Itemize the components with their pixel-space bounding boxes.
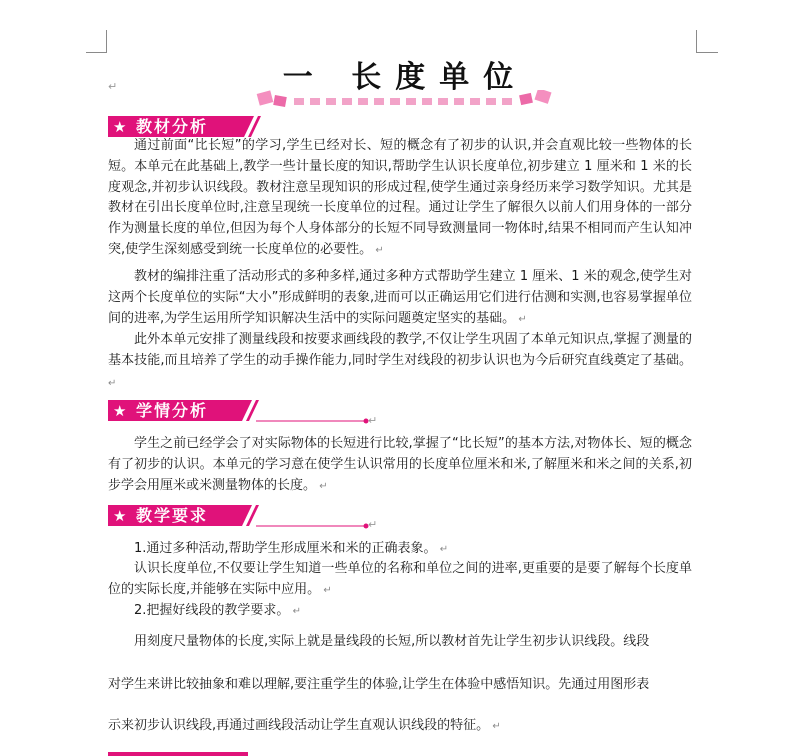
- star-icon: ★: [113, 118, 127, 136]
- crop-mark-top-right-v: [696, 30, 697, 52]
- paragraph-1: 通过前面“比长短”的学习,学生已经对长、短的概念有了初步的认识,并会直观比较一些物体的长短。本单元在此基础上,教学一些计量长度的知识,帮助学生认识长度单位,初步建立 1 厘米和 1 米的长度观念,并初步认识线段。教材注意呈现知识的形成过程,使学生通过亲身经历来学习数学知识。尤其是教材在引出长度单位时,注意呈现统一长度单位的过程。通过让学生了解很久以前人们用身体的一部分作为测量长度的单位,但因为每个人身体部分的长短不同导致测量同一物体时,结果不相同而产生认知冲突,使学生深刻感受到统一长度单位的必要性。 ↵: [108, 136, 692, 262]
- section-heading-teaching-requirements: [108, 505, 388, 527]
- section-heading-text: 教学要求: [136, 506, 209, 525]
- spaced-line-1: 用刻度尺量物体的长度,实际上就是量线段的长短,所以教材首先让学生初步认识线段。线段: [134, 634, 650, 649]
- section-heading-textbook-analysis: [108, 116, 388, 138]
- paragraph-4: 学生之前已经学会了对实际物体的长短进行比较,掌握了“比长短”的基本方法,对物体长、短的概念有了初步的认识。本单元的学习意在使学生认识常用的长度单位厘米和米,了解厘米和米之间的关系,初步学会用厘米或米测量物体的长度。 ↵: [108, 434, 692, 497]
- section-heading-text: 学情分析: [136, 401, 209, 420]
- requirement-item-1: 1.通过多种活动,帮助学生形成厘米和米的正确表象。 ↵: [108, 539, 692, 561]
- star-icon: ★: [113, 402, 127, 420]
- paragraph-mark: ↵: [368, 414, 378, 427]
- paragraph-2: 教材的编排注重了活动形式的多种多样,通过多种方式帮助学生建立 1 厘米、1 米的观念,使学生对这两个长度单位的实际“大小”形成鲜明的表象,进而可以正确运用它们进行估测和实测,也容易掌握单位间的进率,为学生运用所学知识解决生活中的实际问题奠定坚实的基础。 ↵: [108, 267, 692, 330]
- next-heading-edge: [108, 752, 248, 756]
- paragraph-3: 此外本单元安排了测量线段和按要求画线段的教学,不仅让学生巩固了本单元知识点,掌握了测量的基本技能,而且培养了学生的动手操作能力,同时学生对线段的初步认识也为今后研究直线奠定了基础。 ↵: [108, 330, 692, 394]
- section-heading-text: 教材分析: [136, 117, 209, 136]
- crop-mark-top-left-h: [86, 52, 107, 53]
- requirement-item-2: 认识长度单位,不仅要让学生知道一些单位的名称和单位之间的进率,更重要的是要了解每个长度单位的实际长度,并能够在实际中应用。 ↵: [108, 559, 692, 602]
- crop-mark-top-left-v: [106, 30, 107, 52]
- star-icon: ★: [113, 507, 127, 525]
- chapter-title: 一 长度单位: [282, 60, 528, 95]
- paragraph-mark: ↵: [108, 80, 118, 93]
- section-heading-student-analysis: [108, 400, 388, 422]
- chapter-title-block: [250, 52, 560, 112]
- requirement-item-3: 2.把握好线段的教学要求。 ↵: [108, 601, 692, 623]
- spaced-line-3: 示来初步认识线段,再通过画线段活动让学生直观认识线段的特征。 ↵: [108, 716, 708, 737]
- crop-mark-top-right-h: [696, 52, 718, 53]
- paragraph-mark: ↵: [368, 518, 378, 531]
- spaced-line-2: 对学生来讲比较抽象和难以理解,要注重学生的体验,让学生在体验中感悟知识。先通过用图形表: [108, 677, 650, 692]
- title-decoration: [250, 90, 560, 110]
